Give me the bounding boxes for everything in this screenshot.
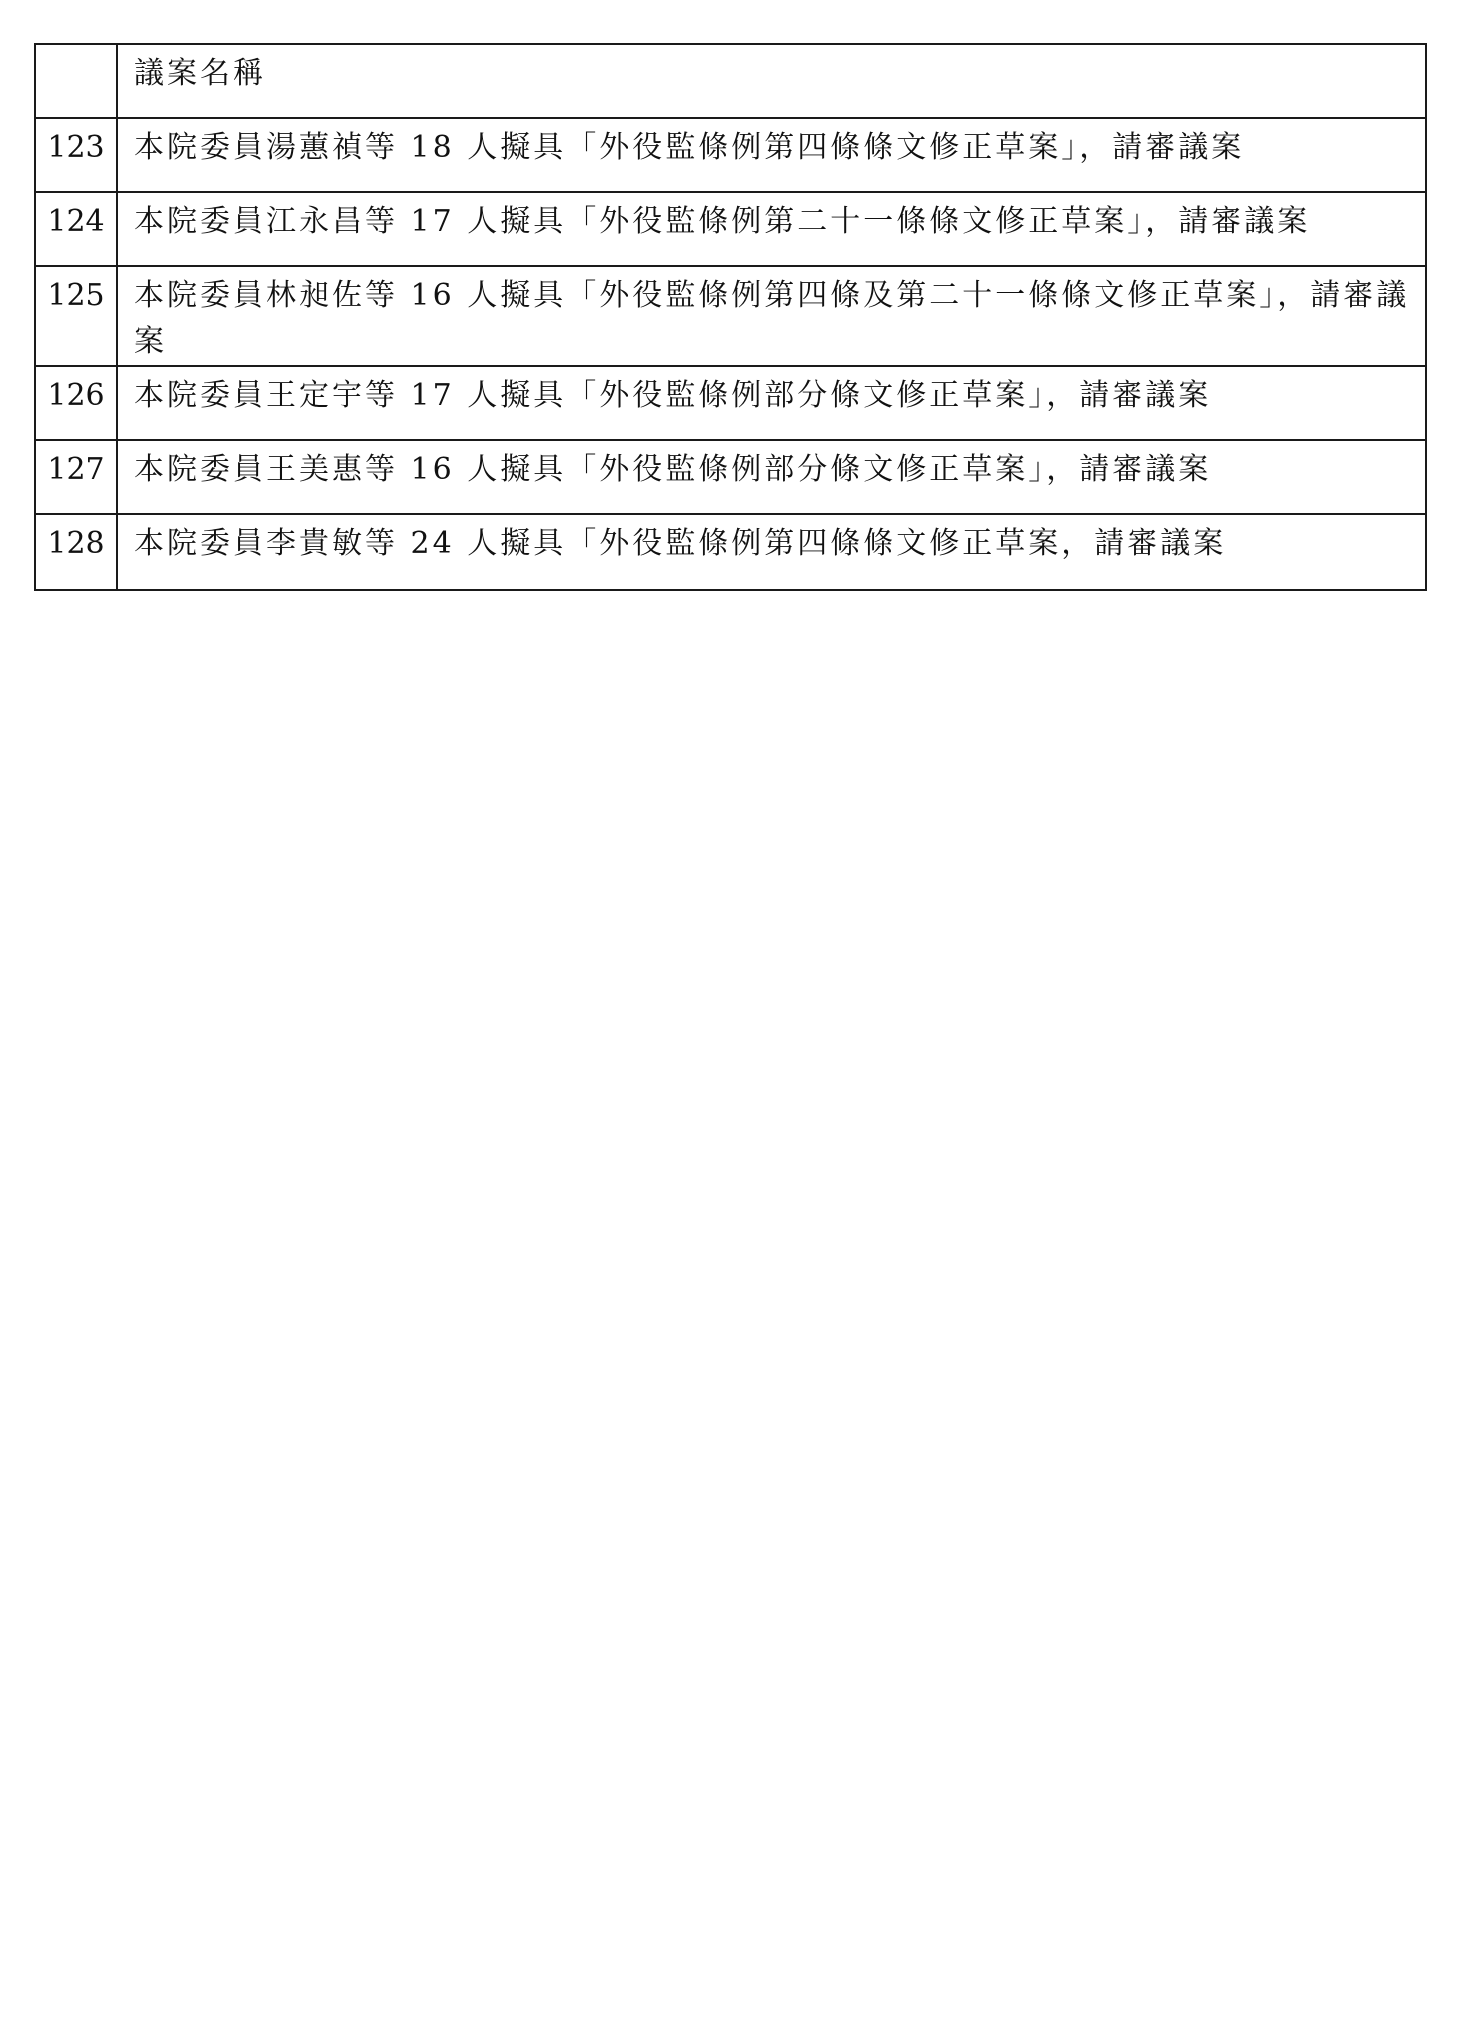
table-row <box>35 440 1426 514</box>
bill-number: 127 <box>35 440 117 514</box>
table-header-row <box>35 44 1426 118</box>
table-row <box>35 266 1426 366</box>
header-number-cell <box>35 44 117 118</box>
bill-table <box>34 43 1427 591</box>
bill-title: 本院委員王定宇等 17 人擬具「外役監條例部分條文修正草案」，請審議案 <box>117 366 1426 440</box>
bill-number: 125 <box>35 266 117 366</box>
bill-title: 本院委員李貴敏等 24 人擬具「外役監條例第四條條文修正草案，請審議案 <box>117 514 1426 590</box>
table-row <box>35 118 1426 192</box>
bill-title: 本院委員湯蕙禎等 18 人擬具「外役監條例第四條條文修正草案」，請審議案 <box>117 118 1426 192</box>
bill-number: 124 <box>35 192 117 266</box>
bill-title: 本院委員江永昌等 17 人擬具「外役監條例第二十一條條文修正草案」，請審議案 <box>117 192 1426 266</box>
bill-number: 123 <box>35 118 117 192</box>
header-title-cell: 議案名稱 <box>117 44 1426 118</box>
bill-title: 本院委員王美惠等 16 人擬具「外役監條例部分條文修正草案」，請審議案 <box>117 440 1426 514</box>
bill-number: 126 <box>35 366 117 440</box>
table-row <box>35 192 1426 266</box>
table-row <box>35 366 1426 440</box>
bill-number: 128 <box>35 514 117 590</box>
table-row <box>35 514 1426 590</box>
bill-title: 本院委員林昶佐等 16 人擬具「外役監條例第四條及第二十一條條文修正草案」，請審議案 <box>117 266 1426 366</box>
